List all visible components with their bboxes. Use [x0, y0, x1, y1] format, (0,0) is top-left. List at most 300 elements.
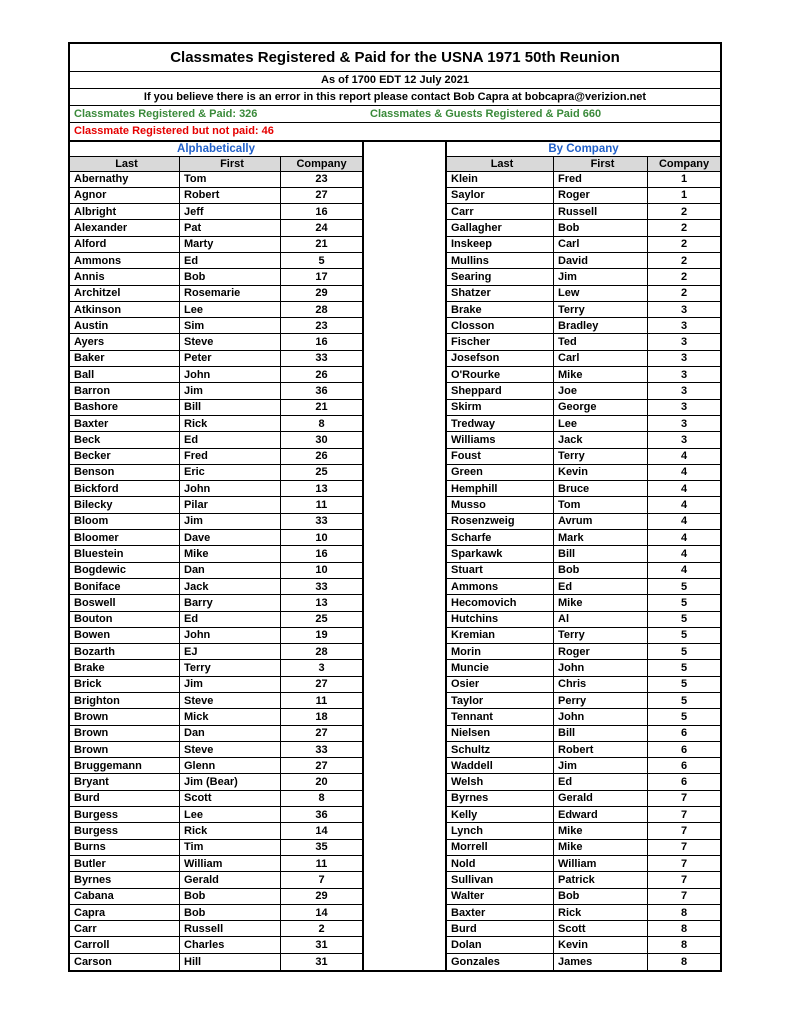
table-row — [70, 937, 362, 953]
first-cell: Bob — [180, 905, 281, 920]
first-cell: Jim — [180, 514, 281, 529]
last-cell: Brown — [70, 709, 180, 724]
last-cell: Gallagher — [447, 220, 554, 235]
table-row — [70, 351, 362, 367]
first-cell: David — [554, 253, 648, 268]
last-cell: Becker — [70, 449, 180, 464]
first-cell: Lee — [554, 416, 648, 431]
table-row — [70, 514, 362, 530]
company-cell: 8 — [680, 939, 688, 952]
table-row — [70, 253, 362, 269]
company-cell: 36 — [315, 385, 328, 397]
first-cell: Marty — [180, 237, 281, 252]
table-row — [447, 286, 720, 302]
company-cell: 5 — [680, 694, 688, 707]
first-cell: William — [554, 856, 648, 871]
first-cell: Bruce — [554, 481, 648, 496]
table-row — [70, 872, 362, 888]
first-cell: Glenn — [180, 758, 281, 773]
by-company-table — [445, 142, 722, 973]
first-cell: Dave — [180, 530, 281, 545]
stats-row — [70, 106, 720, 123]
company-cell: 33 — [315, 743, 328, 756]
first-cell: Jim — [180, 383, 281, 398]
first-cell: Kevin — [554, 937, 648, 952]
table-row — [447, 400, 720, 416]
first-cell: John — [554, 709, 648, 724]
company-cell: 11 — [315, 499, 328, 512]
last-cell: Bogdewic — [70, 563, 180, 578]
tables-area — [68, 142, 722, 973]
first-cell: EJ — [180, 644, 281, 659]
table-row — [447, 465, 720, 481]
company-cell: 24 — [315, 222, 328, 235]
table-row — [447, 579, 720, 595]
last-cell: Beck — [70, 432, 180, 447]
last-cell: Scharfe — [447, 530, 554, 545]
table-row — [70, 905, 362, 921]
last-cell: Sullivan — [447, 872, 554, 887]
last-cell: Baxter — [70, 416, 180, 431]
table-row — [70, 823, 362, 839]
company-cell: 8 — [680, 906, 688, 919]
first-cell: Sim — [180, 318, 281, 333]
table-row — [447, 269, 720, 285]
table-row — [447, 334, 720, 350]
company-cell: 5 — [680, 596, 688, 609]
alphabetical-column-headers — [70, 157, 362, 172]
company-cell: 4 — [680, 515, 688, 528]
first-cell: Bob — [554, 563, 648, 578]
last-cell: Fischer — [447, 334, 554, 349]
last-cell: Bilecky — [70, 497, 180, 512]
company-cell: 11 — [315, 694, 328, 707]
first-cell: Robert — [180, 188, 281, 203]
first-cell: Charles — [180, 937, 281, 952]
first-cell: Avrum — [554, 514, 648, 529]
company-cell: 3 — [680, 352, 688, 365]
first-cell: Rick — [554, 905, 648, 920]
last-cell: Barron — [70, 383, 180, 398]
section-title-alphabetical: Alphabetically — [70, 142, 362, 157]
table-row — [447, 905, 720, 921]
first-cell: Robert — [554, 742, 648, 757]
first-cell: William — [180, 856, 281, 871]
company-cell: 3 — [680, 385, 688, 397]
last-cell: Burns — [70, 840, 180, 855]
first-cell: John — [180, 628, 281, 643]
table-row — [70, 807, 362, 823]
first-cell: Kevin — [554, 465, 648, 480]
company-cell: 23 — [315, 173, 328, 186]
company-cell: 33 — [315, 352, 328, 365]
company-cell: 27 — [315, 727, 328, 740]
first-cell: Russell — [554, 204, 648, 219]
first-cell: Terry — [554, 449, 648, 464]
last-cell: Welsh — [447, 774, 554, 789]
company-cell: 5 — [680, 613, 688, 626]
table-row — [70, 889, 362, 905]
last-cell: Klein — [447, 172, 554, 187]
first-cell: Fred — [180, 449, 281, 464]
company-cell: 7 — [680, 841, 688, 854]
table-row — [70, 465, 362, 481]
company-cell: 26 — [315, 368, 328, 381]
last-cell: Carr — [447, 204, 554, 219]
last-cell: Waddell — [447, 758, 554, 773]
first-cell: Al — [554, 612, 648, 627]
last-cell: Shatzer — [447, 286, 554, 301]
stat-registered-paid: Classmates Registered & Paid: 326 — [74, 107, 258, 120]
table-row — [70, 530, 362, 546]
table-row — [447, 774, 720, 790]
last-cell: Morrell — [447, 840, 554, 855]
table-row — [70, 726, 362, 742]
first-cell: Russell — [180, 921, 281, 936]
first-cell: Steve — [180, 693, 281, 708]
last-cell: Sparkawk — [447, 546, 554, 561]
first-cell: Mark — [554, 530, 648, 545]
page-title-row — [70, 44, 720, 72]
table-row — [70, 334, 362, 350]
table-row — [70, 563, 362, 579]
table-row — [447, 726, 720, 742]
last-cell: Carroll — [70, 937, 180, 952]
first-cell: Carl — [554, 351, 648, 366]
first-cell: John — [180, 481, 281, 496]
company-cell: 5 — [680, 662, 688, 675]
company-cell: 26 — [315, 450, 328, 463]
company-cell: 21 — [315, 238, 328, 251]
last-cell: Dolan — [447, 937, 554, 952]
company-cell: 13 — [315, 596, 328, 609]
first-cell: Jack — [554, 432, 648, 447]
last-cell: Hecomovich — [447, 595, 554, 610]
company-cell: 4 — [680, 547, 688, 560]
last-cell: Baker — [70, 351, 180, 366]
company-cell: 3 — [318, 662, 325, 675]
as-of-date-row — [70, 72, 720, 89]
table-row — [70, 595, 362, 611]
first-cell: Ted — [554, 334, 648, 349]
table-row — [70, 302, 362, 318]
table-row — [70, 449, 362, 465]
column-header-last: Last — [70, 157, 180, 171]
company-cell: 6 — [680, 776, 688, 789]
company-cell: 31 — [315, 939, 328, 952]
last-cell: Bloom — [70, 514, 180, 529]
company-cell: 5 — [318, 254, 325, 267]
by-company-column-headers — [447, 157, 720, 172]
last-cell: Hutchins — [447, 612, 554, 627]
last-cell: Burd — [70, 791, 180, 806]
by-company-table-body — [447, 172, 720, 971]
company-cell: 4 — [680, 450, 688, 463]
last-cell: Osier — [447, 677, 554, 692]
first-cell: Ed — [554, 774, 648, 789]
first-cell: Perry — [554, 693, 648, 708]
last-cell: Ball — [70, 367, 180, 382]
company-cell: 7 — [318, 873, 325, 886]
first-cell: Gerald — [180, 872, 281, 887]
first-cell: Rosemarie — [180, 286, 281, 301]
company-cell: 7 — [680, 825, 688, 838]
first-cell: Steve — [180, 334, 281, 349]
table-row — [447, 253, 720, 269]
column-header-company: Company — [296, 157, 347, 170]
company-cell: 18 — [315, 710, 328, 723]
table-row — [70, 188, 362, 204]
table-row — [70, 204, 362, 220]
company-cell: 7 — [680, 890, 688, 903]
last-cell: Musso — [447, 497, 554, 512]
company-cell: 11 — [315, 857, 328, 870]
last-cell: Stuart — [447, 563, 554, 578]
table-row — [447, 612, 720, 628]
first-cell: Jim — [554, 269, 648, 284]
company-cell: 4 — [680, 482, 688, 495]
company-cell: 5 — [680, 645, 688, 658]
table-row — [447, 856, 720, 872]
table-row — [447, 432, 720, 448]
first-cell: Terry — [180, 660, 281, 675]
company-cell: 33 — [315, 580, 328, 593]
last-cell: Albright — [70, 204, 180, 219]
first-cell: Mike — [554, 595, 648, 610]
company-cell: 16 — [315, 205, 328, 218]
table-row — [70, 612, 362, 628]
last-cell: Morin — [447, 644, 554, 659]
last-cell: Abernathy — [70, 172, 180, 187]
first-cell: Tom — [554, 497, 648, 512]
company-cell: 13 — [315, 482, 328, 495]
company-cell: 4 — [680, 531, 688, 544]
first-cell: Steve — [180, 742, 281, 757]
table-row — [70, 742, 362, 758]
table-row — [70, 856, 362, 872]
first-cell: Mike — [180, 546, 281, 561]
last-cell: Rosenzweig — [447, 514, 554, 529]
first-cell: Pat — [180, 220, 281, 235]
last-cell: Alford — [70, 237, 180, 252]
table-row — [70, 318, 362, 334]
last-cell: Brown — [70, 742, 180, 757]
section-title-by-company: By Company — [447, 142, 720, 157]
company-cell: 3 — [680, 319, 688, 332]
table-row — [70, 237, 362, 253]
company-cell: 4 — [680, 499, 688, 512]
report-sheet — [68, 42, 722, 972]
company-cell: 25 — [315, 613, 328, 626]
first-cell: Mike — [554, 823, 648, 838]
company-cell: 3 — [680, 303, 688, 316]
company-cell: 5 — [680, 678, 688, 691]
first-cell: Patrick — [554, 872, 648, 887]
first-cell: Lew — [554, 286, 648, 301]
table-row — [447, 823, 720, 839]
contact-note: If you believe there is an error in this report please contact Bob Capra at bobcapra@verizion.net — [143, 90, 647, 103]
first-cell: Jim (Bear) — [180, 774, 281, 789]
last-cell: Alexander — [70, 220, 180, 235]
first-cell: Dan — [180, 726, 281, 741]
table-row — [70, 628, 362, 644]
last-cell: Austin — [70, 318, 180, 333]
last-cell: Inskeep — [447, 237, 554, 252]
last-cell: Green — [447, 465, 554, 480]
last-cell: Josefson — [447, 351, 554, 366]
company-cell: 10 — [315, 531, 328, 544]
last-cell: Nold — [447, 856, 554, 871]
last-cell: Byrnes — [447, 791, 554, 806]
company-cell: 25 — [315, 466, 328, 479]
table-row — [447, 921, 720, 937]
last-cell: Benson — [70, 465, 180, 480]
last-cell: Bickford — [70, 481, 180, 496]
first-cell: Fred — [554, 172, 648, 187]
table-row — [447, 872, 720, 888]
first-cell: Bob — [180, 889, 281, 904]
last-cell: Tennant — [447, 709, 554, 724]
first-cell: Bob — [554, 889, 648, 904]
company-cell: 29 — [315, 287, 328, 300]
company-cell: 6 — [680, 727, 688, 740]
table-row — [447, 351, 720, 367]
company-cell: 7 — [680, 792, 688, 805]
last-cell: Bashore — [70, 400, 180, 415]
table-row — [447, 889, 720, 905]
table-row — [70, 400, 362, 416]
first-cell: Eric — [180, 465, 281, 480]
table-row — [447, 383, 720, 399]
first-cell: Roger — [554, 644, 648, 659]
company-cell: 3 — [680, 401, 688, 414]
first-cell: Lee — [180, 302, 281, 317]
company-cell: 3 — [680, 336, 688, 349]
stat-guests-registered-paid: Classmates & Guests Registered & Paid 660 — [370, 107, 602, 120]
contact-note-row — [70, 89, 720, 106]
company-cell: 2 — [680, 287, 688, 300]
first-cell: Jeff — [180, 204, 281, 219]
first-cell: Tim — [180, 840, 281, 855]
last-cell: Ayers — [70, 334, 180, 349]
table-row — [447, 449, 720, 465]
last-cell: Carson — [70, 954, 180, 970]
last-cell: Brake — [447, 302, 554, 317]
last-cell: Bouton — [70, 612, 180, 627]
table-row — [70, 367, 362, 383]
company-cell: 27 — [315, 678, 328, 691]
company-cell: 8 — [680, 922, 688, 935]
first-cell: Barry — [180, 595, 281, 610]
last-cell: Butler — [70, 856, 180, 871]
table-row — [70, 220, 362, 236]
first-cell: Bradley — [554, 318, 648, 333]
first-cell: Mike — [554, 840, 648, 855]
first-cell: Peter — [180, 351, 281, 366]
table-row — [447, 188, 720, 204]
table-row — [70, 416, 362, 432]
first-cell: Mick — [180, 709, 281, 724]
first-cell: George — [554, 400, 648, 415]
column-header-company: Company — [658, 157, 710, 170]
company-cell: 5 — [680, 710, 688, 723]
table-row — [447, 563, 720, 579]
last-cell: Walter — [447, 889, 554, 904]
table-row — [70, 709, 362, 725]
company-cell: 4 — [680, 564, 688, 577]
company-cell: 8 — [680, 955, 688, 968]
table-row — [70, 954, 362, 970]
first-cell: Ed — [554, 579, 648, 594]
last-cell: Tredway — [447, 416, 554, 431]
stat-not-paid: Classmate Registered but not paid: 46 — [74, 125, 274, 137]
last-cell: Saylor — [447, 188, 554, 203]
last-cell: Bryant — [70, 774, 180, 789]
first-cell: Scott — [554, 921, 648, 936]
table-row — [447, 367, 720, 383]
company-cell: 7 — [680, 808, 688, 821]
last-cell: Cabana — [70, 889, 180, 904]
table-row — [70, 286, 362, 302]
first-cell: James — [554, 954, 648, 970]
table-row — [447, 172, 720, 188]
table-row — [70, 921, 362, 937]
last-cell: Kremian — [447, 628, 554, 643]
last-cell: Carr — [70, 921, 180, 936]
table-row — [70, 546, 362, 562]
company-cell: 19 — [315, 629, 328, 642]
table-gap-column — [364, 142, 445, 973]
last-cell: Brighton — [70, 693, 180, 708]
company-cell: 3 — [680, 417, 688, 430]
company-cell: 27 — [315, 189, 328, 202]
company-cell: 3 — [680, 368, 688, 381]
company-cell: 14 — [315, 906, 328, 919]
table-row — [447, 497, 720, 513]
last-cell: Atkinson — [70, 302, 180, 317]
company-cell: 2 — [680, 238, 688, 251]
table-row — [447, 791, 720, 807]
alphabetical-table — [68, 142, 364, 973]
first-cell: John — [554, 660, 648, 675]
first-cell: Joe — [554, 383, 648, 398]
first-cell: Bill — [554, 726, 648, 741]
table-row — [447, 595, 720, 611]
first-cell: Terry — [554, 628, 648, 643]
company-cell: 1 — [680, 173, 688, 186]
last-cell: Burgess — [70, 823, 180, 838]
table-row — [70, 660, 362, 676]
table-row — [447, 693, 720, 709]
first-cell: Chris — [554, 677, 648, 692]
first-cell: Jim — [180, 677, 281, 692]
first-cell: Mike — [554, 367, 648, 382]
company-cell: 2 — [680, 222, 688, 235]
last-cell: Hemphill — [447, 481, 554, 496]
table-row — [447, 204, 720, 220]
company-cell: 28 — [315, 645, 328, 658]
company-cell: 31 — [315, 955, 328, 968]
last-cell: Byrnes — [70, 872, 180, 887]
last-cell: Ammons — [70, 253, 180, 268]
first-cell: Roger — [554, 188, 648, 203]
company-cell: 27 — [315, 759, 328, 772]
first-cell: Jack — [180, 579, 281, 594]
as-of-date: As of 1700 EDT 12 July 2021 — [321, 73, 469, 86]
table-row — [447, 481, 720, 497]
table-row — [447, 758, 720, 774]
company-cell: 21 — [315, 401, 328, 414]
